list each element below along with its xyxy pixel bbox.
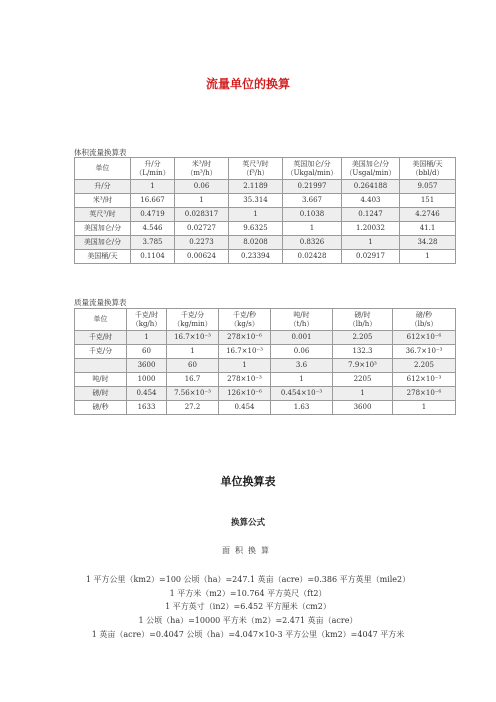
volume-table-caption: 体积流量换算表 xyxy=(74,148,127,157)
column-header: 磅/时 （lb/h） xyxy=(333,309,393,331)
table-row xyxy=(75,194,456,208)
table-cell: 0.06 xyxy=(175,180,229,194)
table-cell: 1 xyxy=(219,359,271,373)
table-cell: 9.057 xyxy=(400,180,456,194)
row-label: 美国加仑/分 xyxy=(75,222,131,236)
table-cell: 2205 xyxy=(333,373,393,387)
table-cell: 0.028317 xyxy=(175,208,229,222)
volume-flow-table xyxy=(74,157,456,264)
table-cell: 36.7×10⁻³ xyxy=(393,345,456,359)
column-header: 千克/分 （kg/min） xyxy=(167,309,219,331)
column-header: 美国加仑/分 （Usgal/min） xyxy=(342,158,400,180)
table-cell: 0.02727 xyxy=(175,222,229,236)
row-label: 千克/时 xyxy=(75,331,127,345)
table-cell: 9.6325 xyxy=(229,222,283,236)
table-cell: 0.1038 xyxy=(283,208,342,222)
row-label: 升/分 xyxy=(75,180,131,194)
table-cell: 1 xyxy=(283,222,342,236)
row-label: 磅/秒 xyxy=(75,401,127,415)
table-cell: 2.205 xyxy=(393,359,456,373)
column-header: 千克/秒 （kg/s） xyxy=(219,309,271,331)
area-line: 1 平方公里（km2）=100 公顷（ha）=247.1 英亩（acre）=0.386 平方英里（mile2） xyxy=(85,575,411,584)
table-cell: 278×10⁻⁶ xyxy=(393,387,456,401)
row-label: 米³/时 xyxy=(75,194,131,208)
row-label: 千克/分 xyxy=(75,345,127,359)
table-row xyxy=(75,250,456,264)
table-cell: 0.2273 xyxy=(175,236,229,250)
table-cell: 1.20032 xyxy=(342,222,400,236)
table-cell: 1000 xyxy=(127,373,167,387)
table-cell: 1 xyxy=(131,180,175,194)
table-cell: 41.1 xyxy=(400,222,456,236)
table-cell: 16.7×10⁻³ xyxy=(219,345,271,359)
table-cell: 2.205 xyxy=(333,331,393,345)
column-header: 单位 xyxy=(75,158,131,180)
section-title: 单位换算表 xyxy=(220,475,276,488)
table-cell: 1.63 xyxy=(271,401,333,415)
column-header: 英国加仑/分 （Ukgal/min） xyxy=(283,158,342,180)
table-cell: 3.667 xyxy=(283,194,342,208)
table-cell: 1 xyxy=(333,387,393,401)
row-label: 吨/时 xyxy=(75,373,127,387)
table-cell: 16.7 xyxy=(167,373,219,387)
table-cell: 8.0208 xyxy=(229,236,283,250)
table-cell: 3.785 xyxy=(131,236,175,250)
table-cell: 4.2746 xyxy=(400,208,456,222)
table-cell: 3600 xyxy=(127,359,167,373)
column-header: 吨/时 （t/h） xyxy=(271,309,333,331)
table-cell: 1 xyxy=(229,208,283,222)
table-cell: 612×10⁻⁶ xyxy=(393,331,456,345)
table-cell: 0.8326 xyxy=(283,236,342,250)
table-row xyxy=(75,236,456,250)
table-cell: 0.21997 xyxy=(283,180,342,194)
table-cell: 3.6 xyxy=(271,359,333,373)
table-row xyxy=(75,345,456,359)
table-cell: 1 xyxy=(167,345,219,359)
table-cell: 0.23394 xyxy=(229,250,283,264)
row-label: 磅/时 xyxy=(75,387,127,401)
table-row xyxy=(75,208,456,222)
table-cell: 1 xyxy=(393,401,456,415)
area-line: 1 平方米（m2）=10.764 平方英尺（ft2） xyxy=(169,589,327,598)
table-cell: 612×10⁻³ xyxy=(393,373,456,387)
table-cell: 35.314 xyxy=(229,194,283,208)
table-cell: 0.001 xyxy=(271,331,333,345)
column-header: 单位 xyxy=(75,309,127,331)
table-cell: 0.4719 xyxy=(131,208,175,222)
mass-flow-table xyxy=(74,308,456,415)
table-cell: 4.546 xyxy=(131,222,175,236)
table-cell: 3600 xyxy=(333,401,393,415)
table-cell: 16.667 xyxy=(131,194,175,208)
table-cell: 7.9×10³ xyxy=(333,359,393,373)
table-cell: 1 xyxy=(400,250,456,264)
table-cell: 1 xyxy=(127,331,167,345)
table-cell: 1 xyxy=(175,194,229,208)
table-row xyxy=(75,401,456,415)
table-cell: 0.02428 xyxy=(283,250,342,264)
table-cell: 278×10⁻³ xyxy=(219,373,271,387)
table-cell: 0.00624 xyxy=(175,250,229,264)
formula-title: 换算公式 xyxy=(230,518,265,528)
table-cell: 0.454 xyxy=(219,401,271,415)
table-cell: 60 xyxy=(127,345,167,359)
table-cell: 16.7×10⁻³ xyxy=(167,331,219,345)
column-header: 磅/秒 （lb/s） xyxy=(393,309,456,331)
column-header: 千克/时 （kg/h） xyxy=(127,309,167,331)
row-label xyxy=(75,359,127,373)
column-header: 米³/时 （m³/h） xyxy=(175,158,229,180)
table-cell: 0.02917 xyxy=(342,250,400,264)
table-row xyxy=(75,359,456,373)
column-header: 英尺³/时 （f³/h） xyxy=(229,158,283,180)
table-cell: 34.28 xyxy=(400,236,456,250)
table-row xyxy=(75,387,456,401)
row-label: 美国桶/天 xyxy=(75,250,131,264)
table-row xyxy=(75,180,456,194)
page-title: 流量单位的换算 xyxy=(205,77,290,91)
area-line: 1 公顷（ha）=10000 平方米（m2）=2.471 英亩（acre） xyxy=(138,616,358,625)
column-header: 升/分 （L/min） xyxy=(131,158,175,180)
column-header: 美国桶/天 （bbl/d） xyxy=(400,158,456,180)
table-cell: 151 xyxy=(400,194,456,208)
table-cell: 2.1189 xyxy=(229,180,283,194)
table-cell: 126×10⁻⁶ xyxy=(219,387,271,401)
table-cell: 0.06 xyxy=(271,345,333,359)
table-cell: 4.403 xyxy=(342,194,400,208)
table-cell: 27.2 xyxy=(167,401,219,415)
mass-table-caption: 质量流量换算表 xyxy=(74,298,127,307)
table-cell: 278×10⁻⁶ xyxy=(219,331,271,345)
table-cell: 0.264188 xyxy=(342,180,400,194)
table-cell: 0.1247 xyxy=(342,208,400,222)
row-label: 美国加仑/分 xyxy=(75,236,131,250)
row-label: 英尺³/时 xyxy=(75,208,131,222)
area-line: 1 英亩（acre）=0.4047 公顷（ha）=4.047×10-3 平方公里（km2）=4047 平方米 xyxy=(91,630,405,639)
table-cell: 1 xyxy=(271,373,333,387)
table-row xyxy=(75,222,456,236)
table-row xyxy=(75,373,456,387)
table-cell: 7.56×10⁻³ xyxy=(167,387,219,401)
table-row xyxy=(75,331,456,345)
table-cell: 60 xyxy=(167,359,219,373)
table-header-row xyxy=(75,309,456,331)
table-cell: 132.3 xyxy=(333,345,393,359)
area-line: 1 平方英寸（in2）=6.452 平方厘米（cm2） xyxy=(165,602,331,611)
table-header-row xyxy=(75,158,456,180)
table-cell: 1 xyxy=(342,236,400,250)
table-cell: 0.1104 xyxy=(131,250,175,264)
table-cell: 0.454 xyxy=(127,387,167,401)
table-cell: 0.454×10⁻³ xyxy=(271,387,333,401)
area-heading: 面积换算 xyxy=(222,546,274,555)
table-cell: 1633 xyxy=(127,401,167,415)
